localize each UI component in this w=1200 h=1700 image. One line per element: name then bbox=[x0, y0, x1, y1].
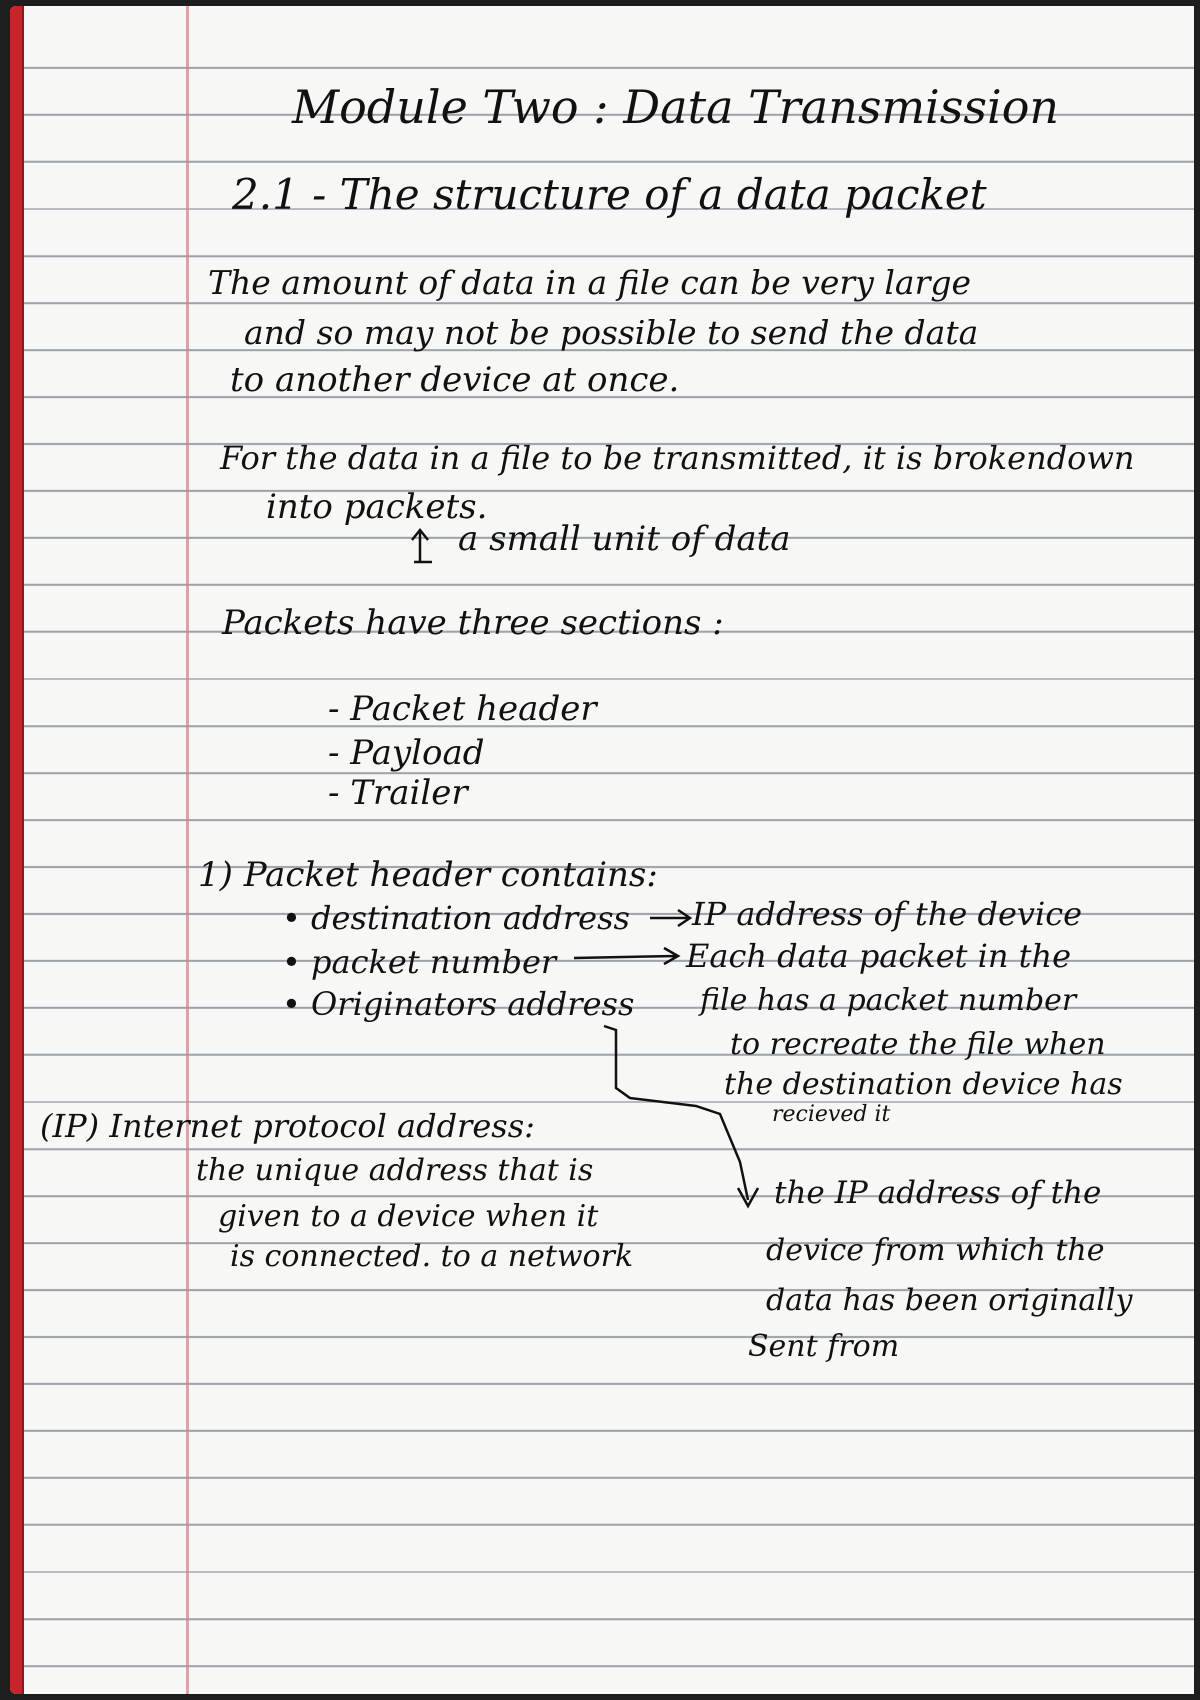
section-item-payload: - Payload bbox=[328, 733, 485, 773]
packet-number-arrow-icon bbox=[570, 942, 686, 972]
up-arrow-icon bbox=[410, 526, 440, 566]
section-item-trailer: - Trailer bbox=[328, 773, 468, 813]
header-item-originator: • Originators address bbox=[282, 985, 635, 1023]
paragraph2-line1: For the data in a file to be transmitted, it is brokendown bbox=[220, 439, 1135, 477]
originator-explanation-line1: the IP address of the bbox=[774, 1175, 1102, 1211]
notebook-binding bbox=[10, 6, 24, 1694]
packet-number-explanation-line2: file has a packet number bbox=[700, 983, 1077, 1018]
originator-explanation-line2: device from which the bbox=[766, 1233, 1105, 1268]
ip-definition-heading: (IP) Internet protocol address: bbox=[40, 1107, 535, 1145]
margin-line bbox=[186, 6, 189, 1694]
packet-number-explanation-line1: Each data packet in the bbox=[686, 937, 1072, 975]
paragraph1-line2: and so may not be possible to send the data bbox=[244, 313, 979, 352]
notebook-page bbox=[10, 6, 1194, 1694]
packet-definition-note: a small unit of data bbox=[458, 519, 791, 559]
page-title: Module Two : Data Transmission bbox=[292, 80, 1060, 134]
packet-number-explanation-line5: recieved it bbox=[772, 1102, 891, 1127]
originator-explanation-line4: Sent from bbox=[748, 1329, 900, 1364]
ip-definition-line3: is connected. to a network bbox=[230, 1239, 634, 1274]
header-heading: 1) Packet header contains: bbox=[198, 855, 658, 895]
header-item-destination: • destination address bbox=[282, 899, 630, 937]
destination-arrow-icon bbox=[646, 902, 698, 932]
sections-intro: Packets have three sections : bbox=[222, 603, 724, 643]
originator-explanation-line3: data has been originally bbox=[766, 1283, 1133, 1318]
destination-explanation: IP address of the device bbox=[692, 895, 1083, 933]
ip-definition-line2: given to a device when it bbox=[218, 1199, 599, 1234]
originator-arrow-icon bbox=[600, 1022, 770, 1222]
packet-number-explanation-line3: to recreate the file when bbox=[730, 1027, 1106, 1062]
packet-number-explanation-line4: the destination device has bbox=[724, 1067, 1123, 1102]
section-heading: 2.1 - The structure of a data packet bbox=[232, 170, 987, 219]
ip-definition-line1: the unique address that is bbox=[196, 1153, 594, 1188]
paragraph1-line3: to another device at once. bbox=[230, 360, 680, 400]
header-item-packet-number: • packet number bbox=[282, 943, 557, 981]
section-item-packet-header: - Packet header bbox=[328, 689, 597, 729]
paragraph1-line1: The amount of data in a file can be very large bbox=[208, 263, 971, 302]
paragraph2-line2: into packets. bbox=[266, 487, 488, 527]
